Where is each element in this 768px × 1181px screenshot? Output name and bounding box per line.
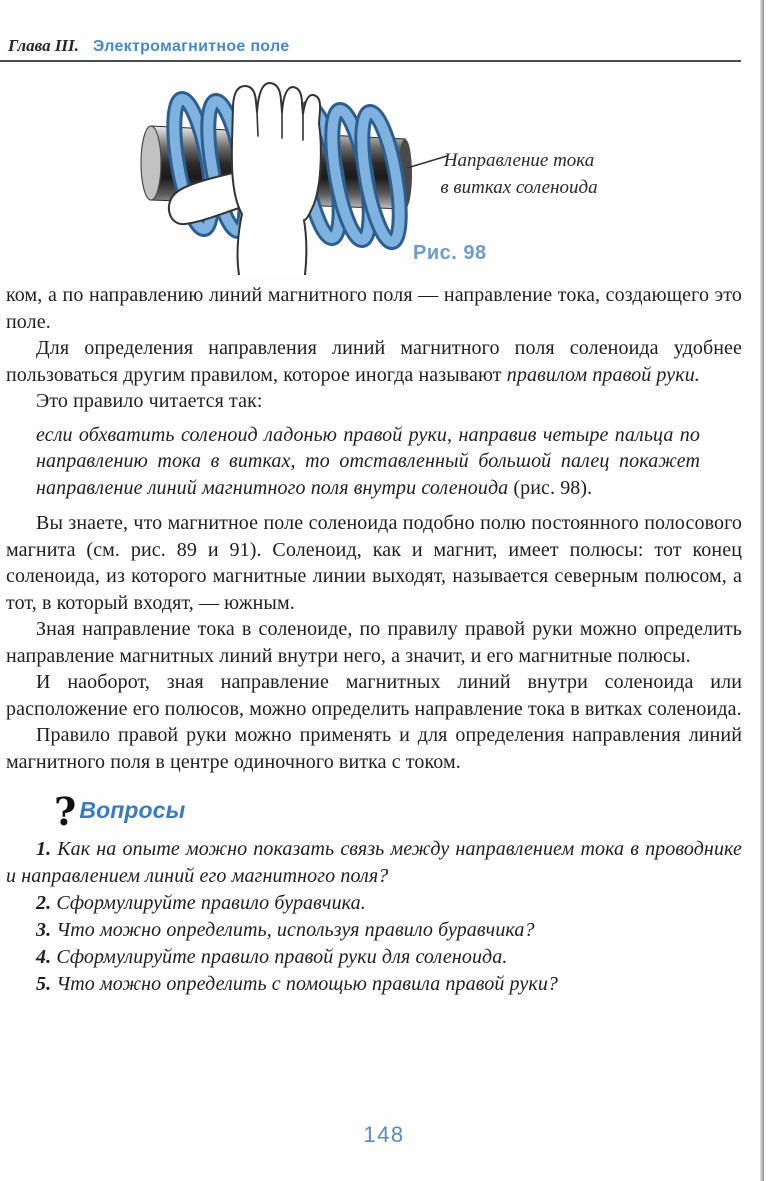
rule-name-emphasis: правилом правой руки. [506,363,700,386]
question-item [6,917,742,944]
figure-reference: (рис. 98). [513,476,593,499]
question-item [6,890,742,917]
body-text [0,282,768,998]
paragraph [6,335,742,388]
quote-text: если обхватить соленоид ладонью правой руки, направив четыре пальца по направлению тока в витках, то отставленный большой палец покажет направление линий магнитного поля внутри соленоида [36,423,700,499]
question-item [6,836,742,890]
question-text: Сформулируйте правило правой руки для соленоида. [56,945,508,968]
question-number: 2. [36,891,52,914]
paragraph: Правило правой руки можно применять и для определения направления линий магнитного поля в центре одиночного витка с током. [6,724,742,773]
question-item [6,971,742,998]
chapter-label: Глава III. [8,36,79,55]
question-number: 1. [36,837,52,860]
question-item [6,944,742,971]
figure-caption: Рис. 98 [413,242,487,264]
questions-list [6,836,742,998]
chapter-title: Электромагнитное поле [92,38,290,55]
paragraph: И наоборот, зная направление магнитных линий внутри соленоида или расположение его полюсов, можно определить направление тока в витках соленоида. [6,671,742,720]
running-header [8,36,289,56]
header-rule [0,60,741,62]
question-text: Что можно определить, используя правило буравчика? [56,918,535,941]
question-number: 3. [36,918,52,941]
question-text: Как на опыте можно показать связь между направлением тока в проводнике и направлением линий его магнитного поля? [6,837,742,887]
right-hand-rule-quote [36,422,742,502]
question-number: 4. [36,945,52,968]
page-number: 148 [363,1122,405,1147]
paragraph: Вы знаете, что магнитное поле соленоида подобно полю постоянного полосового магнита (см. рис. 89 и 91). Соленоид, как и магнит, имеет полюсы: тот конец соленоида, из которого магнитные линии выходят, называется северным полюсом, а тот, в который входят, — южным. [6,512,742,614]
paragraph: Это правило читается так: [36,390,263,412]
paragraph: Зная направление тока в соленоиде, по правилу правой руки можно определить направление магнитных линий внутри него, а значит, и его магнитные полюсы. [6,618,742,667]
paragraph-text: Для определения направления линий магнитного поля соленоида удобнее пользоваться другим правилом, которое иногда называют [6,337,742,386]
questions-heading: Вопросы [79,797,186,823]
question-text: Сформулируйте правило буравчика. [56,891,366,914]
figure-label: Направление тока в витках соленоида [440,150,598,198]
question-number: 5. [36,972,52,995]
question-text: Что можно определить с помощью правила правой руки? [56,972,559,995]
question-mark-icon: ? [54,789,77,834]
questions-header [54,789,742,834]
paragraph-continuation: ком, а по направлению линий магнитного поля — направление тока, создающего это поле. [6,284,742,333]
